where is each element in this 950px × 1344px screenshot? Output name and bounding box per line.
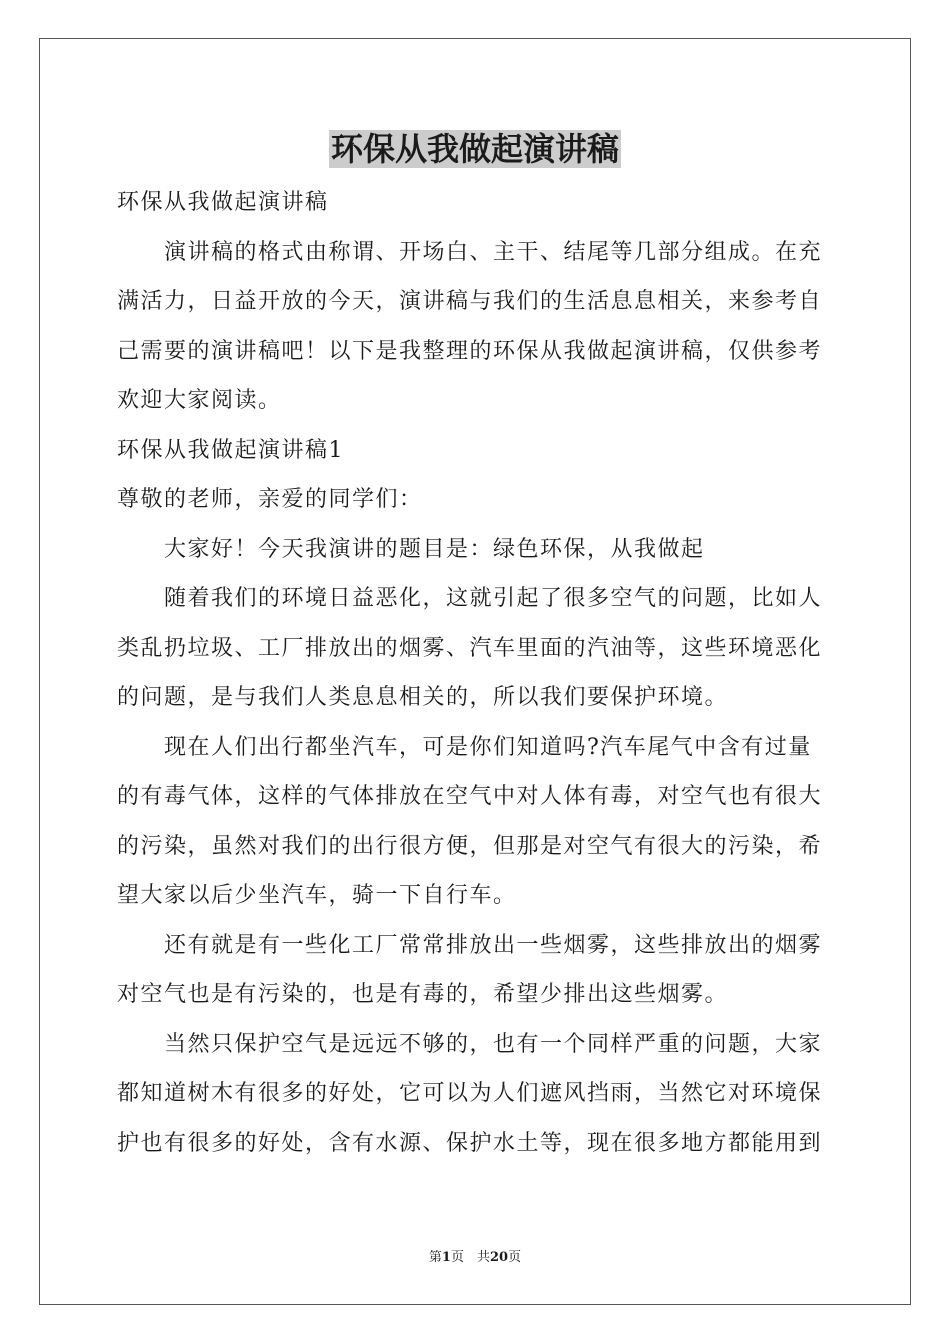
text-line: 的有毒气体，这样的气体排放在空气中对人体有毒，对空气也有很大 — [117, 784, 823, 809]
text-line: 还有就是有一些化工厂常常排放出一些烟雾，这些排放出的烟雾 — [164, 932, 823, 958]
footer-suffix: 页 — [508, 1250, 522, 1265]
footer-prefix: 第 — [428, 1250, 442, 1265]
text-line: 大家好！今天我演讲的题目是：绿色环保，从我做起 — [164, 536, 705, 562]
text-line: 都知道树木有很多的好处，它可以为人们遮风挡雨，当然它对环境保 — [117, 1081, 823, 1106]
document-title-text: 环保从我做起演讲稿 — [330, 130, 619, 168]
text-line: 的污染，虽然对我们的出行很方便，但那是对空气有很大的污染，希 — [117, 833, 823, 859]
document-body — [117, 178, 833, 1168]
text-line: 环保从我做起演讲稿 — [117, 190, 329, 215]
text-line: 现在人们出行都坐汽车，可是你们知道吗?汽车尾气中含有过量 — [164, 734, 812, 760]
text-line: 演讲稿的格式由称谓、开场白、主干、结尾等几部分组成。在充 — [164, 239, 823, 265]
text-line: 随着我们的环境日益恶化，这就引起了很多空气的问题，比如人 — [164, 586, 823, 611]
footer-current-page: 1 — [441, 1250, 451, 1265]
text-line: 类乱扔垃圾、工厂排放出的烟雾、汽车里面的汽油等，这些环境恶化 — [117, 635, 823, 661]
text-line: 环保从我做起演讲稿1 — [117, 437, 344, 463]
text-line: 对空气也是有污染的，也是有毒的，希望少排出这些烟雾。 — [117, 982, 729, 1007]
footer-mid: 页 共 — [450, 1250, 490, 1265]
text-line: 欢迎大家阅读。 — [117, 388, 282, 413]
text-line: 护也有很多的好处，含有水源、保护水土等，现在很多地方都能用到 — [117, 1130, 823, 1156]
text-line: 的问题，是与我们人类息息相关的，所以我们要保护环境。 — [117, 685, 729, 710]
text-line: 尊敬的老师，亲爱的同学们： — [117, 487, 423, 512]
page-footer — [0, 1249, 950, 1267]
text-line: 己需要的演讲稿吧！以下是我整理的环保从我做起演讲稿，仅供参考 — [117, 338, 823, 364]
document-title — [0, 127, 950, 171]
text-line: 满活力，日益开放的今天，演讲稿与我们的生活息息相关，来参考自 — [117, 289, 823, 314]
text-line: 望大家以后少坐汽车，骑一下自行车。 — [117, 883, 517, 908]
text-line: 当然只保护空气是远远不够的，也有一个同样严重的问题，大家 — [164, 1031, 823, 1057]
footer-total-pages: 20 — [489, 1250, 509, 1265]
